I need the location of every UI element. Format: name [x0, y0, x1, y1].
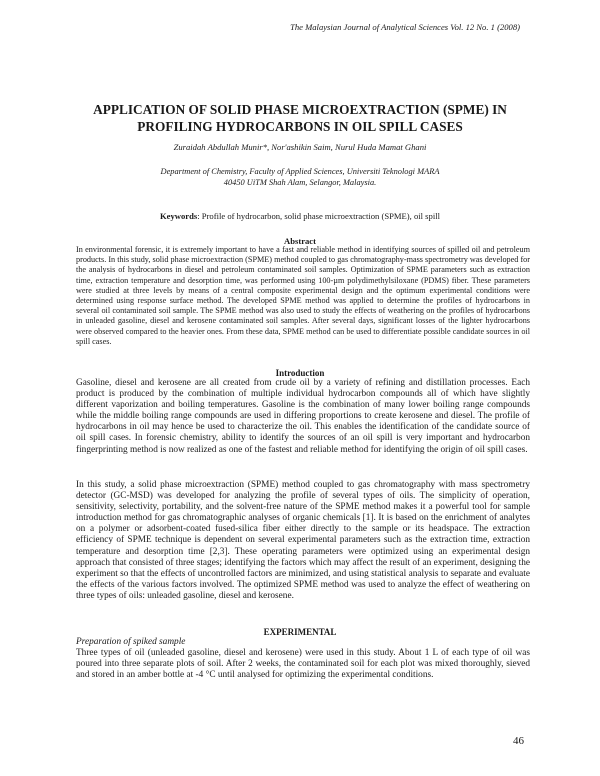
affiliation-line-2: 40450 UiTM Shah Alam, Selangor, Malaysia.: [223, 178, 377, 187]
journal-header: The Malaysian Journal of Analytical Sciences Vol. 12 No. 1 (2008): [290, 22, 520, 32]
abstract-heading: Abstract: [284, 236, 316, 246]
introduction-paragraph-1: Gasoline, diesel and kerosene are all created from crude oil by a variety of refining and distillation processes. Each product is produced by the combination of multiple individual hydrocarbon compounds all of which have slightly different vaporization and boiling temperatures. Gasoline is the combination of many lower boiling range compounds while the middle boiling range compounds are used in differing proportions to create kerosene and diesel. The profile of hydrocarbons in oil may hence be used to characterize the oil. This enables the identification of the candidate source of oil spill cases. In forensic chemistry, ability to identify the sources of an oil spill is very important and hydrocarbon fingerprinting method is now realized as one of the fastest and reliable method for identifying the origin of oil spill cases.: [76, 378, 530, 455]
affiliation: [60, 166, 540, 188]
affiliation-line-1: Department of Chemistry, Faculty of Applied Sciences, Universiti Teknologi MARA: [160, 167, 440, 176]
paper-title: APPLICATION OF SOLID PHASE MICROEXTRACTION (SPME) IN PROFILING HYDROCARBONS IN OIL SPILL CASES: [93, 102, 507, 134]
introduction-paragraph-2: In this study, a solid phase microextraction (SPME) method coupled to gas chromatography with mass spectrometry detector (GC-MSD) was developed for analyzing the profile of several types of oils. The simplicity of operation, sensitivity, selectivity, portability, and the solvent-free nature of the SPME method makes it a powerful tool for sample introduction method for gas chromatographic analyses of organic chemicals [1]. It is based on the enrichment of analytes on a polymer or adsorbent-coated fused-silica fiber either directly to the sample or its headspace. The extraction efficiency of SPME technique is dependent on several experimental parameters such as the extraction time, extraction temperature and desorption time [2,3]. These operating parameters were optimized using an experimental design approach that consisted of three stages; identifying the factors which may affect the result of an experiment, designing the experiment so that the effects of uncontrolled factors are minimized, and using statistical analysis to separate and evaluate the effects of the various factors involved. The optimized SPME method was used to analyze the effect of weathering on three types of oils: unleaded gasoline, diesel and kerosene.: [76, 480, 530, 601]
keywords-label: Keywords: [160, 211, 198, 221]
experimental-subheading: Preparation of spiked sample: [76, 637, 186, 647]
experimental-heading: EXPERIMENTAL: [263, 627, 337, 637]
introduction-heading: Introduction: [275, 368, 325, 378]
page-number: 46: [513, 735, 524, 747]
abstract-body: In environmental forensic, it is extremely important to have a fast and reliable method in identifying sources of spilled oil and petroleum products. In this study, solid phase microextraction (SPME) method coupled to gas chromatography-mass spectrometry was developed for the analysis of hydrocarbons in diesel and petroleum contaminated soil samples. Optimization of SPME parameters such as extraction time, extraction temperature and desorption time, was performed using 100-µm polydimethylsiloxane (PDMS) fiber. These parameters were studied at three levels by means of a central composite experimental design and the optimum experimental conditions were determined using response surface method. The developed SPME method was applied to determine the profiles of hydrocarbons in several oil contaminated soil sample. The SPME method was also used to study the effects of weathering on the profiles of hydrocarbons in unleaded gasoline, diesel and kerosene contaminated soil samples. After several days, significant losses of the lighter hydrocarbons were observed compared to the heavier ones. From these data, SPME method can be used to differentiate possible candidate sources in oil spill cases.: [76, 245, 530, 346]
keywords: [60, 211, 540, 221]
keywords-text: : Profile of hydrocarbon, solid phase microextraction (SPME), oil spill: [197, 211, 440, 221]
experimental-paragraph: Three types of oil (unleaded gasoline, diesel and kerosene) were used in this study. About 1 L of each type of oil was poured into three separate plots of soil. After 2 weeks, the contaminated soil for each plot was mixed thoroughly, sieved and stored in an amber bottle at -4 °C until analysed for optimizing the experimental conditions.: [76, 648, 530, 681]
authors: Zuraidah Abdullah Munir*, Nor'ashikin Saim, Nurul Huda Mamat Ghani: [173, 142, 427, 152]
